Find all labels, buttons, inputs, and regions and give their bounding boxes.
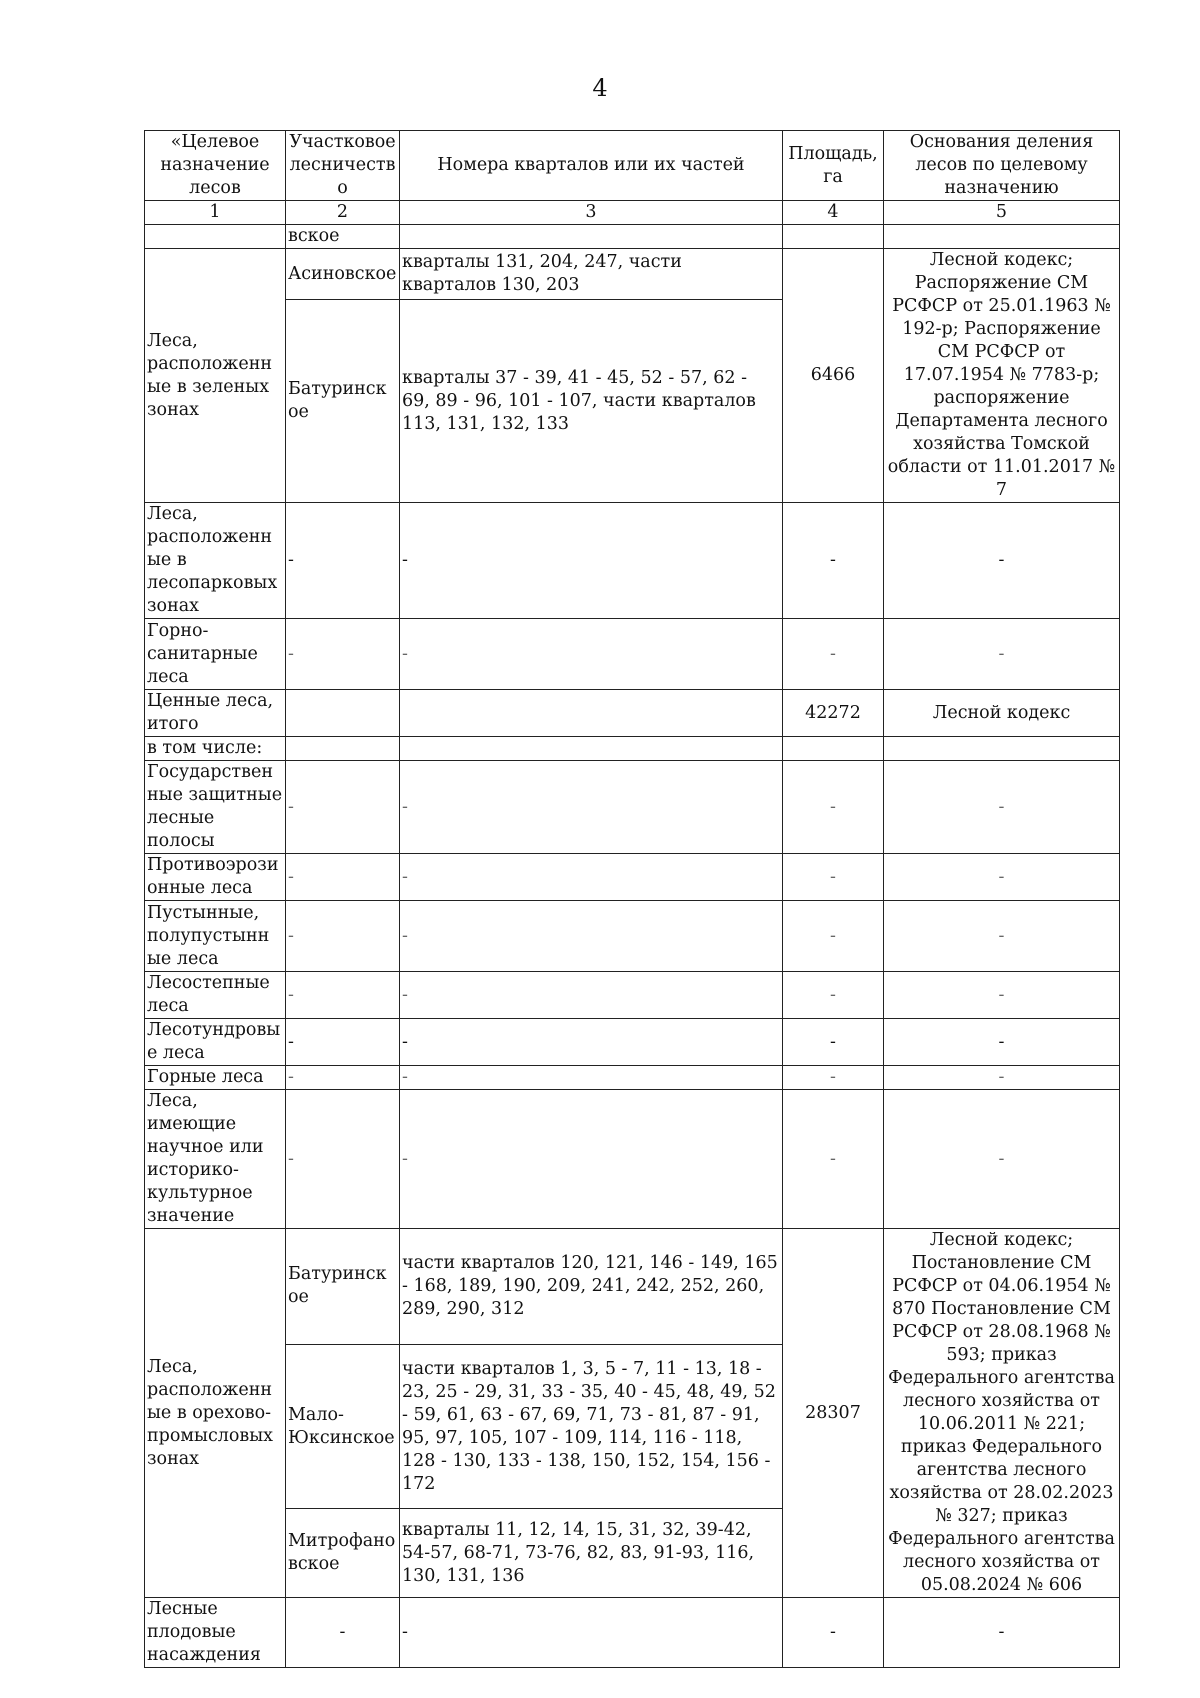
col-number: 2 [286, 201, 400, 225]
col-number: 1 [145, 201, 286, 225]
cell-basis: - [884, 901, 1120, 972]
cell-purpose: Леса, расположенные в зеленых зонах [145, 249, 286, 503]
cell-area: - [783, 1090, 884, 1229]
table-row [145, 972, 1120, 1019]
cell-purpose: Лесные плодовые насаждения [145, 1598, 286, 1668]
col-number: 3 [400, 201, 783, 225]
cell-area: - [783, 503, 884, 619]
cell-quarters: - [400, 503, 783, 619]
cell-purpose: Пустынные, полупустынные леса [145, 901, 286, 972]
header-forestry: Участковое лесничество [286, 131, 400, 201]
cell-forestry: Митрофановское [286, 1509, 400, 1598]
cell-area: - [783, 761, 884, 854]
header-area: Площадь, га [783, 131, 884, 201]
cell-quarters: - [400, 619, 783, 690]
cell-quarters: - [400, 1598, 783, 1668]
cell-purpose: Лесостепные леса [145, 972, 286, 1019]
cell-basis: - [884, 1598, 1120, 1668]
cell-purpose: Государственные защитные лесные полосы [145, 761, 286, 854]
cell-basis: Лесной кодекс; Постановление СМ РСФСР от 04.06.1954 № 870 Постановление СМ РСФСР от 28.08.1968 № 593; приказ Федерального агентства лесного хозяйства от 10.06.2011 № 221; приказ Федерального агентства лесного хозяйства от 28.02.2023 № 327; приказ Федерального агентства лесного хозяйства от 05.08.2024 № 606 [884, 1229, 1120, 1598]
cell-purpose: Леса, расположенные в орехово-промысловых зонах [145, 1229, 286, 1598]
table-row [145, 854, 1120, 901]
cell-area: - [783, 972, 884, 1019]
cell-forestry [286, 737, 400, 761]
cell-basis: Лесной кодекс; Распоряжение СМ РСФСР от 25.01.1963 № 192-р; Распоряжение СМ РСФСР от 17.07.1954 № 7783-р; распоряжение Департамента лесного хозяйства Томской области от 11.01.2017 № 7 [884, 249, 1120, 503]
cell-quarters: части кварталов 1, 3, 5 - 7, 11 - 13, 18 - 23, 25 - 29, 31, 33 - 35, 40 - 45, 48, 49, 52 - 59, 61, 63 - 67, 69, 71, 73 - 81, 87 - 91, 95, 97, 105, 107 - 109, 114, 116 - 118, 128 - 130, 133 - 138, 150, 152, 154, 156 - 172 [400, 1344, 783, 1508]
cell-purpose: Горно-санитарные леса [145, 619, 286, 690]
cell-forestry: - [286, 854, 400, 901]
cell-quarters: - [400, 854, 783, 901]
col-number: 5 [884, 201, 1120, 225]
cell-forestry: - [286, 972, 400, 1019]
cell-purpose: в том числе: [145, 737, 286, 761]
table-row [145, 737, 1120, 761]
page-number: 4 [592, 74, 608, 102]
cell-quarters: кварталы 11, 12, 14, 15, 31, 32, 39-42, 54-57, 68-71, 73-76, 82, 83, 91-93, 116, 130, 131, 136 [400, 1509, 783, 1598]
cell-quarters [400, 225, 783, 249]
cell-forestry: - [286, 901, 400, 972]
cell-quarters: кварталы 37 - 39, 41 - 45, 52 - 57, 62 - 69, 89 - 96, 101 - 107, части кварталов 113, 131, 132, 133 [400, 300, 783, 503]
cell-forestry: Батуринское [286, 1229, 400, 1345]
cell-basis [884, 737, 1120, 761]
cell-basis: - [884, 503, 1120, 619]
cell-area: - [783, 901, 884, 972]
table-row [145, 619, 1120, 690]
table-row [145, 249, 1120, 300]
cell-purpose: Ценные леса, итого [145, 690, 286, 737]
cell-forestry: - [286, 1019, 400, 1066]
cell-basis: - [884, 854, 1120, 901]
table-row [145, 690, 1120, 737]
cell-basis: - [884, 1019, 1120, 1066]
cell-quarters: - [400, 901, 783, 972]
cell-area: - [783, 854, 884, 901]
cell-quarters: - [400, 972, 783, 1019]
table-row [145, 1090, 1120, 1229]
cell-quarters: - [400, 1019, 783, 1066]
cell-purpose: Леса, расположенные в лесопарковых зонах [145, 503, 286, 619]
forest-purpose-table [144, 130, 1120, 1668]
cell-purpose: Горные леса [145, 1066, 286, 1090]
cell-forestry: - [286, 503, 400, 619]
cell-quarters: - [400, 1066, 783, 1090]
cell-quarters: части кварталов 120, 121, 146 - 149, 165 - 168, 189, 190, 209, 241, 242, 252, 260, 289, 290, 312 [400, 1229, 783, 1345]
cell-purpose: Лесотундровые леса [145, 1019, 286, 1066]
cell-forestry: - [286, 761, 400, 854]
header-row [145, 131, 1120, 201]
cell-forestry: - [286, 1598, 400, 1668]
column-number-row [145, 201, 1120, 225]
cell-basis: Лесной кодекс [884, 690, 1120, 737]
cell-forestry: Асиновское [286, 249, 400, 300]
cell-purpose [145, 225, 286, 249]
table-row [145, 1019, 1120, 1066]
cell-area: 28307 [783, 1229, 884, 1598]
cell-forestry: Мало-Юксинское [286, 1344, 400, 1508]
cell-quarters: кварталы 131, 204, 247, части кварталов 130, 203 [400, 249, 783, 300]
header-quarters: Номера кварталов или их частей [400, 131, 783, 201]
cell-forestry: - [286, 1090, 400, 1229]
cell-purpose: Леса, имеющие научное или историко-культурное значение [145, 1090, 286, 1229]
cell-area: - [783, 1019, 884, 1066]
cell-quarters: - [400, 1090, 783, 1229]
cell-purpose: Противоэрозионные леса [145, 854, 286, 901]
cell-quarters [400, 690, 783, 737]
cell-forestry: - [286, 1066, 400, 1090]
cell-basis: - [884, 619, 1120, 690]
table-row [145, 1598, 1120, 1668]
cell-area: - [783, 1066, 884, 1090]
col-number: 4 [783, 201, 884, 225]
cell-area: 6466 [783, 249, 884, 503]
cell-basis [884, 225, 1120, 249]
cell-area [783, 737, 884, 761]
cell-area [783, 225, 884, 249]
table-row [145, 1229, 1120, 1345]
cell-area: - [783, 1598, 884, 1668]
cell-forestry [286, 690, 400, 737]
table-row [145, 225, 1120, 249]
table-row [145, 503, 1120, 619]
cell-basis: - [884, 761, 1120, 854]
cell-basis: - [884, 1090, 1120, 1229]
cell-quarters: - [400, 761, 783, 854]
header-purpose: «Целевое назначение лесов [145, 131, 286, 201]
table-row [145, 1066, 1120, 1090]
cell-area: 42272 [783, 690, 884, 737]
cell-basis: - [884, 1066, 1120, 1090]
cell-forestry: Батуринское [286, 300, 400, 503]
cell-forestry: вское [286, 225, 400, 249]
cell-area: - [783, 619, 884, 690]
table-row [145, 761, 1120, 854]
table-row [145, 901, 1120, 972]
header-basis: Основания деления лесов по целевому назначению [884, 131, 1120, 201]
cell-quarters [400, 737, 783, 761]
cell-basis: - [884, 972, 1120, 1019]
cell-forestry: - [286, 619, 400, 690]
